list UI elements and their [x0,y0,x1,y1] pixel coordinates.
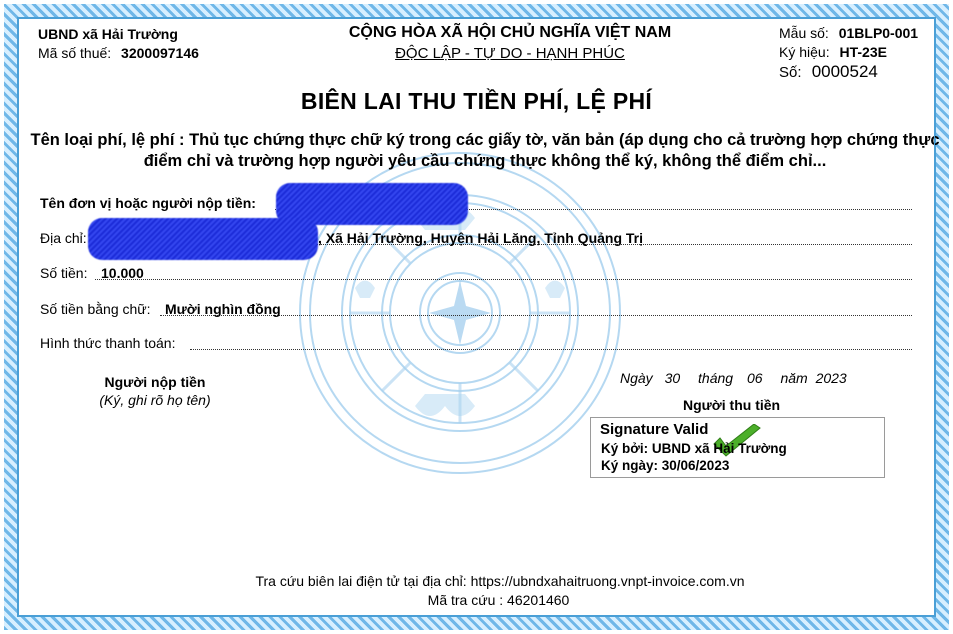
payer-sign-title: Người nộp tiền [104,374,206,390]
day-value: 30 [664,370,681,386]
month-label: tháng [698,370,734,386]
lookup-code: Mã tra cứu : 46201460 [427,592,570,608]
lookup-url: Tra cứu biên lai điện tử tại địa chỉ: https://ubndxahaitruong.vnpt-invoice.com.vn [255,573,745,589]
year-label: năm [780,370,808,386]
payer-sign-note: (Ký, ghi rõ họ tên) [99,392,211,408]
receipt-number-row [779,62,878,82]
signature-status: Signature Valid [600,421,709,438]
month-value: 06 [746,370,763,386]
symbol-code: HT-23E [839,44,887,60]
amount-label: Số tiền: [40,265,88,281]
day-label: Ngày [620,370,653,386]
number-label: Số: [779,64,802,81]
symbol-label: Ký hiệu: [779,44,830,60]
year-value: 2023 [815,370,847,386]
amount-words-label: Số tiền bằng chữ: [40,301,151,317]
motto: ĐỘC LẬP - TỰ DO - HẠNH PHÚC [395,45,625,62]
payment-method-dotline [190,349,912,350]
amount-words-value: Mười nghìn đồng [165,301,281,317]
form-code: 01BLP0-001 [838,25,919,41]
collector-title: Người thu tiền [683,397,781,413]
tax-label: Mã số thuế: [38,45,112,61]
receipt-number: 0000524 [811,62,878,81]
signed-date: Ký ngày: 30/06/2023 [601,458,730,473]
fee-description: Tên loại phí, lệ phí : Thủ tục chứng thực chữ ký trong các giấy tờ, văn bản (áp dụng cho cả trường hợp chứng thực điểm chỉ và trường hợp người yêu cầu chứng thực không thể ký, không thể điểm chỉ... [30,131,940,170]
org-name: UBND xã Hải Trường [38,26,178,42]
date-line [620,370,847,386]
amount-dotline [95,279,912,280]
symbol-row [779,44,887,60]
nation-title: CỘNG HÒA XÃ HỘI CHỦ NGHĨA VIỆT NAM [348,24,672,41]
payer-label: Tên đơn vị hoặc người nộp tiền: [40,195,256,211]
address-value: , Xã Hải Trường, Huyện Hải Lăng, Tỉnh Quảng Trị [318,230,644,246]
tax-code: 3200097146 [121,45,199,61]
payment-method-label: Hình thức thanh toán: [40,335,176,351]
amount-value: 10.000 [101,265,144,281]
receipt-title: BIÊN LAI THU TIỀN PHÍ, LỆ PHÍ [300,88,653,114]
form-label: Mẫu số: [779,25,829,41]
address-redaction [88,218,318,260]
form-number-row [779,25,918,41]
address-label: Địa chỉ: [40,230,87,246]
signed-by: Ký bởi: UBND xã Hải Trường [601,441,787,456]
